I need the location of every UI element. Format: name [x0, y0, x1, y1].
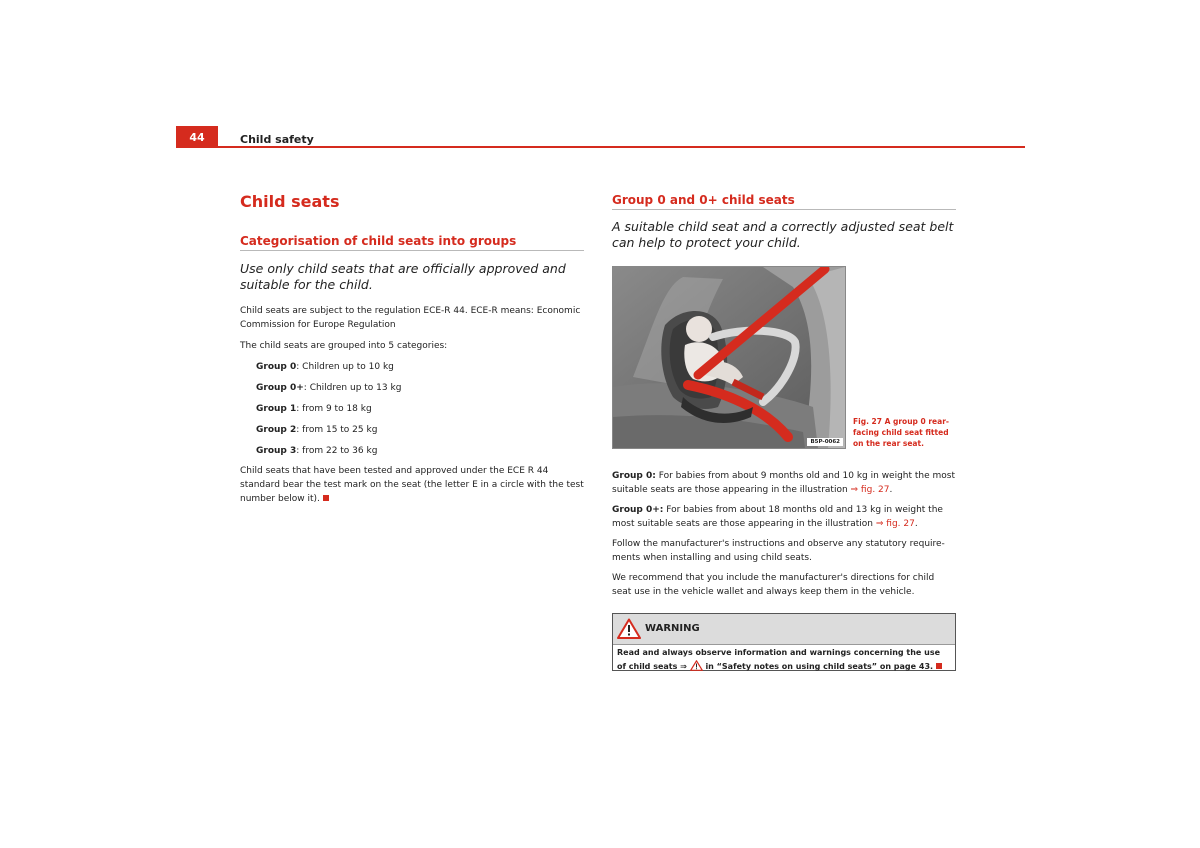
group-label: Group 0 [256, 362, 297, 372]
list-item [256, 402, 584, 416]
intro-text: A suitable child seat and a correctly adjusted seat belt can help to protect your child. [612, 219, 954, 250]
punctuation: . [889, 485, 893, 495]
end-of-section-icon [936, 663, 942, 669]
intro-text: Use only child seats that are officially approved and suitable for the child. [240, 261, 566, 292]
warning-text [613, 645, 955, 674]
label-group-0: Group 0: [612, 471, 656, 481]
warning-text-part-a: Read and always observe information and warnings concerning the use of child seats ⇒ [617, 648, 941, 671]
group-label: Group 2 [256, 425, 297, 435]
paragraph-categories: The child seats are grouped into 5 categories: [240, 341, 448, 351]
child-seat-illustration [613, 267, 845, 448]
page-header [176, 126, 1025, 148]
group-text: : from 22 to 36 kg [296, 446, 378, 456]
subheading-categorisation: Categorisation of child seats into groups [240, 233, 584, 251]
figure-caption: Fig. 27 A group 0 rear-facing child seat fitted on the rear seat. [853, 417, 950, 448]
group-text: : Children up to 10 kg [296, 362, 394, 372]
paragraph-group-0-plus [612, 503, 956, 531]
section-title: Child safety [240, 133, 314, 146]
figure-child-seat-illustration [612, 266, 846, 449]
paragraph-follow-instructions: Follow the manufacturer's instructions and observe any statutory require-ments when installing and using child seats. [612, 539, 945, 563]
right-column [612, 192, 956, 671]
end-of-section-icon [323, 495, 329, 501]
group-label: Group 1 [256, 404, 297, 414]
group-label: Group 0+ [256, 383, 304, 393]
paragraph-regulation: Child seats are subject to the regulation ECE-R 44. ECE-R means: Economic Commission for Europe Regulation [240, 306, 581, 330]
left-column [240, 190, 584, 506]
paragraph-test-mark [240, 464, 584, 506]
list-item [256, 360, 584, 374]
label-group-0-plus: Group 0+: [612, 505, 664, 515]
subheading-group-0: Group 0 and 0+ child seats [612, 192, 956, 210]
figure-reference-link[interactable]: ⇒ fig. 27 [850, 485, 890, 495]
punctuation: . [914, 519, 918, 529]
list-item [256, 444, 584, 458]
warning-box [612, 613, 956, 671]
group-text: : Children up to 13 kg [303, 383, 402, 393]
text-group-0: For babies from about 9 months old and 10 kg in weight the most suitable seats are those appearing in the illustration [612, 471, 956, 495]
group-text: : from 9 to 18 kg [296, 404, 372, 414]
warning-title: WARNING [645, 623, 700, 634]
paragraph-group-0 [612, 469, 956, 497]
group-label: Group 3 [256, 446, 297, 456]
figure-reference-link[interactable]: ⇒ fig. 27 [875, 519, 915, 529]
list-item [256, 423, 584, 437]
group-text: : from 15 to 25 kg [296, 425, 378, 435]
warning-text-part-b: in “Safety notes on using child seats” on page 43. [702, 662, 934, 671]
header-rule [176, 146, 1025, 148]
group-list [240, 360, 584, 458]
page-title: Child seats [240, 192, 340, 211]
warning-header [613, 614, 955, 645]
right-body [612, 469, 956, 599]
warning-triangle-icon [690, 660, 703, 671]
page-number: 44 [176, 126, 218, 148]
test-mark-text: Child seats that have been tested and approved under the ECE R 44 standard bear the test mark on the seat (the letter E in a circle with the test number below it). [240, 466, 584, 504]
warning-triangle-icon [617, 618, 641, 639]
list-item [256, 381, 584, 395]
paragraph-recommendation: We recommend that you include the manufacturer's directions for child seat use in the vehicle wallet and always keep them in the vehicle. [612, 573, 935, 597]
figure-code: B5P-0062 [807, 438, 843, 446]
text-group-0-plus: For babies from about 18 months old and 13 kg in weight the most suitable seats are those appearing in the illustration [612, 505, 943, 529]
